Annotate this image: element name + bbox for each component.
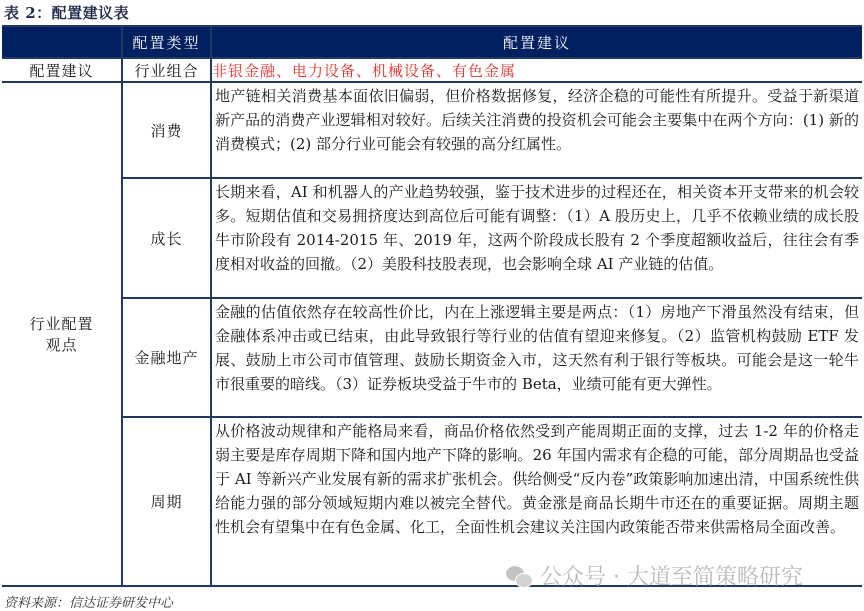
table-header-row [2,26,862,58]
table-row-consumption [2,82,862,178]
content-cell-cyclical: 从价格波动规律和产能格局来看，商品价格依然受到产能周期正面的支撑，过去 1-2 年的价格走弱主要是库存周期下降和国内地产下降的影响。26 年国内需求有企稳的可能，部分周期品也受益于 AI 等新兴产业发展有新的需求扩张机会。供给侧受“反内卷”政策影响加速出清，中国系统性供给能力强的部分领域短期内难以被完全替代。黄金涨是商品长期牛市还在的重要证据。周期主题性机会有望集中在有色金属、化工，全面性机会建议关注国内政策能否带来供需格局全面改善。 [211,417,862,586]
content-cell-consumption: 地产链相关消费基本面依旧偏弱，但价格数据修复，经济企稳的可能性有所提升。受益于新渠道新产品的消费产业逻辑相对较好。后续关注消费的投资机会可能会主要集中在两个方向：(1) 新的消费模式；(2) 部分行业可能会有较强的高分红属性。 [211,82,862,178]
table-row-cyclical [2,417,862,586]
table-row-finance-realestate [2,298,862,417]
type-cell-finance-realestate: 金融地产 [122,298,211,417]
type-cell-growth: 成长 [122,178,211,298]
table-row-growth [2,178,862,298]
group-label-line2: 观点 [45,336,78,354]
industry-combo-value: 非银金融、电力设备、机械设备、有色金属 [211,58,862,82]
header-cell-empty [2,26,122,58]
content-cell-growth: 长期来看，AI 和机器人的产业趋势较强，鉴于技术进步的过程还在，相关资本开支带来的机会较多。短期估值和交易拥挤度达到高位后可能有调整：（1）A 股历史上，几乎不依赖业绩的成长股牛市阶段有 2014-2015 年、2019 年，这两个阶段成长股有 2 个季度超额收益后，往往会有季度相对收益的回撤。（2）美股科技股表现，也会影响全球 AI 产业链的估值。 [211,178,862,298]
category-cell: 配置建议 [2,58,122,82]
header-cell-type: 配置类型 [122,26,211,58]
table-caption: 表 2：配置建议表 [4,4,130,22]
group-label-line1: 行业配置 [29,315,94,333]
group-label-cell [2,82,122,586]
table-row-industry-combo [2,58,862,82]
source-note: 资料来源：信达证券研发中心 [4,596,174,611]
type-cell-consumption: 消费 [122,82,211,178]
watermark-text: 公众号 · 大道至简策略研究 [540,565,803,590]
type-cell: 行业组合 [122,58,211,82]
type-cell-cyclical: 周期 [122,417,211,586]
allocation-table [2,25,862,587]
content-cell-finance-realestate: 金融的估值依然存在较高性价比，内在上涨逻辑主要是两点：（1）房地产下滑虽然没有结束，但金融体系冲击或已结束，由此导致银行等行业的估值有望迎来修复。（2）监管机构鼓励 ETF 发展、鼓励上市公司市值管理、鼓励长期资金入市，这天然有利于银行等板块。可能会是这一轮牛市很重要的暗线。（3）证券板块受益于牛市的 Beta，业绩可能有更大弹性。 [211,298,862,417]
header-cell-suggestion: 配置建议 [211,26,862,58]
